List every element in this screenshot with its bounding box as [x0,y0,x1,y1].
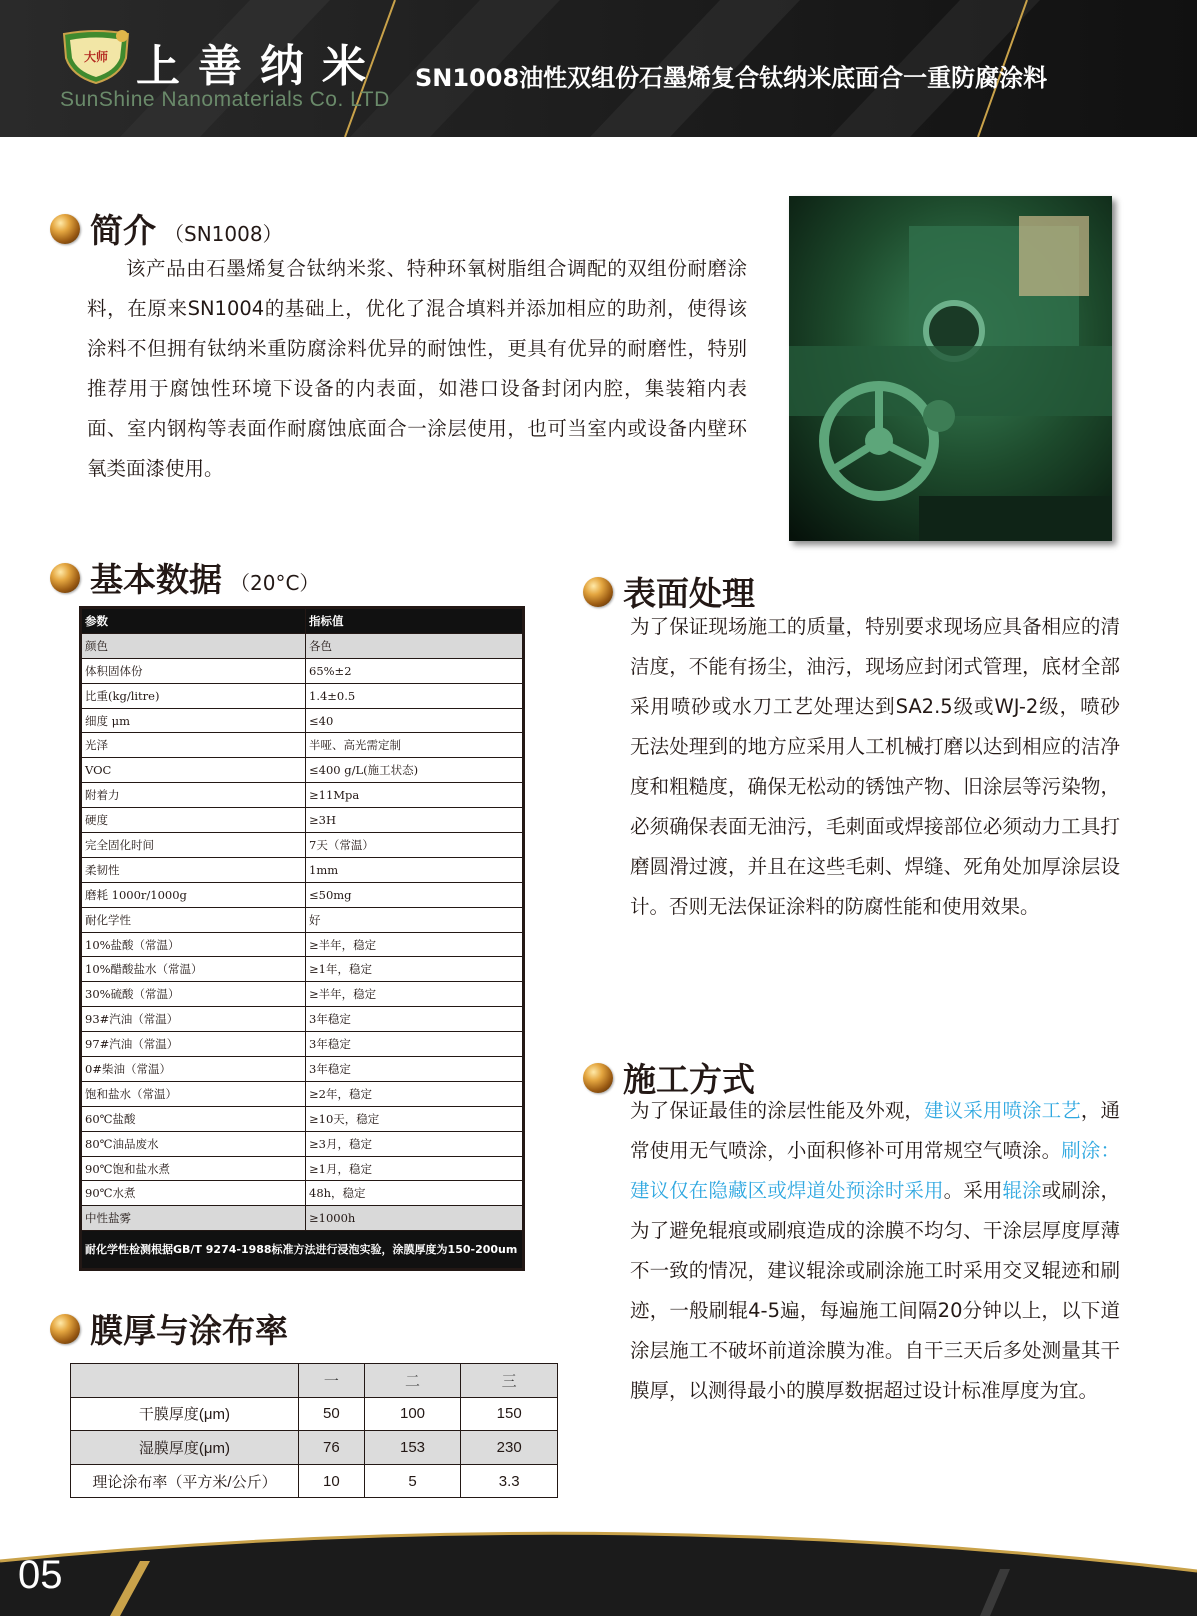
param-cell: 细度 μm [82,708,306,733]
table-row [82,1057,523,1082]
intro-text: 该产品由石墨烯复合钛纳米浆、特种环氧树脂组合调配的双组份耐磨涂料，在原来SN1004的基础上，优化了混合填料并添加相应的助剂，使得该涂料不但拥有钛纳米重防腐涂料优异的耐蚀性，更具有优异的耐磨性，特别推荐用于腐蚀性环境下设备的内表面，如港口设备封闭内腔，集装箱内表面、室内钢构等表面作耐腐蚀底面合一涂层使用，也可当室内或设备内壁环氧类面漆使用。 [87,257,747,480]
value-cell: 7天（常温） [306,833,523,858]
film-row-label: 理论涂布率（平方米/公斤） [71,1464,299,1498]
film-value-cell: 76 [299,1431,365,1465]
value-cell: ≥3月，稳定 [306,1131,523,1156]
film-header-row [71,1364,558,1398]
film-row-label: 湿膜厚度(μm) [71,1431,299,1465]
page-number: 05 [18,1553,63,1597]
param-cell: 柔韧性 [82,857,306,882]
basic-data-heading [50,554,319,601]
table-row [82,1131,523,1156]
table-row [82,833,523,858]
film-value-cell: 3.3 [461,1464,558,1498]
page-header [0,0,1197,137]
film-row-label: 干膜厚度(μm) [71,1397,299,1431]
table-row [82,758,523,783]
surface-title: 表面处理 [623,574,755,613]
film-value-cell: 50 [299,1397,365,1431]
param-cell: 90℃水煮 [82,1181,306,1206]
table-row [82,982,523,1007]
param-cell: 颜色 [82,633,306,658]
basic-data-title: 基本数据 [90,560,222,599]
param-cell: 耐化学性 [82,907,306,932]
product-title: SN1008油性双组份石墨烯复合钛纳米底面合一重防腐涂料 [415,64,1048,92]
film-col-3: 三 [461,1364,558,1398]
value-cell: ≥11Mpa [306,783,523,808]
param-cell: 硬度 [82,808,306,833]
table-row [82,1032,523,1057]
film-value-cell: 10 [299,1464,365,1498]
construction-title: 施工方式 [623,1060,755,1099]
page-footer [0,1521,1197,1616]
film-value-cell: 153 [364,1431,461,1465]
film-col-1: 一 [299,1364,365,1398]
header-value: 指标值 [306,609,523,634]
surface-text: 为了保证现场施工的质量，特别要求现场应具备相应的清洁度，不能有扬尘，油污，现场应封闭式管理，底材全部采用喷砂或水刀工艺处理达到SA2.5级或WJ-2级，喷砂无法处理到的地方应采用人工机械打磨以达到相应的洁净度和粗糙度，确保无松动的锈蚀产物、旧涂层等污染物，必须确保表面无油污，毛刺面或焊接部位必须动力工具打磨圆滑过渡，并且在这些毛刺、焊缝、死角处加厚涂层设计。否则无法保证涂料的防腐性能和使用效果。 [630,615,1120,918]
table-row [82,957,523,982]
construction-text-2: ，通常使用无气喷涂，小面积修补可用常规空气喷涂。 [630,1099,1120,1162]
construction-text [630,1091,1120,1411]
param-cell: 体积固体份 [82,658,306,683]
table-footnote-row [82,1231,523,1269]
param-cell: 97#汽油（常温） [82,1032,306,1057]
basic-data-table [81,608,523,1269]
param-cell: 30%硫酸（常温） [82,982,306,1007]
param-cell: 0#柴油（常温） [82,1057,306,1082]
table-row [82,683,523,708]
param-cell: 90℃饱和盐水煮 [82,1156,306,1181]
film-thickness-table [70,1363,558,1498]
film-row [71,1397,558,1431]
value-cell: ≤40 [306,708,523,733]
intro-heading [50,205,283,252]
value-cell: ≥1年，稳定 [306,957,523,982]
param-cell: 10%醋酸盐水（常温） [82,957,306,982]
value-cell: 半哑、高光需定制 [306,733,523,758]
param-cell: 磨耗 1000r/1000g [82,882,306,907]
param-cell: 比重(kg/litre) [82,683,306,708]
table-header-row [82,609,523,634]
logo-chinese-name: 上善纳米 [136,41,384,92]
film-row [71,1464,558,1498]
value-cell: ≥半年，稳定 [306,932,523,957]
basic-data-subtitle: （20°C） [230,571,320,595]
value-cell: ≤400 g/L(施工状态) [306,758,523,783]
table-row [82,733,523,758]
value-cell: 好 [306,907,523,932]
table-row [82,808,523,833]
param-cell: 80℃油品废水 [82,1131,306,1156]
construction-text-1: 为了保证最佳的涂层性能及外观， [630,1099,925,1122]
value-cell: ≥半年，稳定 [306,982,523,1007]
gold-ball-icon [583,577,613,607]
table-row [82,633,523,658]
table-row [82,907,523,932]
film-value-cell: 5 [364,1464,461,1498]
table-footnote: 耐化学性检测根据GB/T 9274-1988标准方法进行浸泡实验，涂膜厚度为150-200um [82,1231,523,1269]
value-cell: 48h，稳定 [306,1181,523,1206]
value-cell: ≥1月，稳定 [306,1156,523,1181]
value-cell: 1.4±0.5 [306,683,523,708]
param-cell: 附着力 [82,783,306,808]
gold-ball-icon [50,1314,80,1344]
film-title: 膜厚与涂布率 [90,1311,288,1350]
value-cell: 各色 [306,633,523,658]
table-row [82,1181,523,1206]
value-cell: 3年稳定 [306,1007,523,1032]
param-cell: VOC [82,758,306,783]
value-cell: ≥2年，稳定 [306,1081,523,1106]
film-value-cell: 150 [461,1397,558,1431]
film-value-cell: 230 [461,1431,558,1465]
value-cell: ≥3H [306,808,523,833]
value-cell: ≤50mg [306,882,523,907]
intro-subtitle: （SN1008） [164,222,283,246]
table-row [82,857,523,882]
film-heading [50,1305,288,1352]
svg-text:大师: 大师 [83,50,109,64]
construction-text-4: 或刷涂，为了避免辊痕或刷痕造成的涂膜不均匀、干涂层厚度厚薄不一致的情况，建议辊涂或刷涂施工时采用交叉辊迹和刷迹，一般刷辊4-5遍，每遍施工间隔20分钟以上，以下道涂层施工不破坏前道涂膜为准。自干三天后多处测量其干膜厚，以测得最小的膜厚数据超过设计标准厚度为宜。 [630,1179,1120,1402]
construction-highlight-brush: 刷涂：建议仅在隐藏区或焊道处预涂时采用 [630,1139,1120,1202]
gold-ball-icon [50,214,80,244]
film-value-cell: 100 [364,1397,461,1431]
table-row [82,1007,523,1032]
table-row [82,783,523,808]
value-cell: 1mm [306,857,523,882]
value-cell: 65%±2 [306,658,523,683]
value-cell: ≥10天，稳定 [306,1106,523,1131]
value-cell: 3年稳定 [306,1032,523,1057]
table-row [82,708,523,733]
table-row [82,1156,523,1181]
value-cell: 3年稳定 [306,1057,523,1082]
construction-highlight-roll: 辊涂 [1002,1179,1042,1202]
construction-text-3: 。采用 [943,1179,1003,1202]
table-row [82,1081,523,1106]
logo-english-name: SunShine Nanomaterials Co. LTD [60,88,390,111]
table-row [82,1106,523,1131]
table-row [82,932,523,957]
film-row [71,1431,558,1465]
table-row [82,658,523,683]
param-cell: 中性盐雾 [82,1206,306,1231]
value-cell: ≥1000h [306,1206,523,1231]
param-cell: 93#汽油（常温） [82,1007,306,1032]
gold-ball-icon [583,1063,613,1093]
table-row [82,882,523,907]
shield-logo-icon [60,28,132,84]
param-cell: 10%盐酸（常温） [82,932,306,957]
film-header-empty [71,1364,299,1398]
param-cell: 完全固化时间 [82,833,306,858]
table-row [82,1206,523,1231]
film-col-2: 二 [364,1364,461,1398]
intro-title: 简介 [90,211,156,250]
param-cell: 60℃盐酸 [82,1106,306,1131]
param-cell: 饱和盐水（常温） [82,1081,306,1106]
gold-ball-icon [50,563,80,593]
param-cell: 光泽 [82,733,306,758]
machine-photo [789,196,1112,541]
header-param: 参数 [82,609,306,634]
construction-highlight-spray: 建议采用喷涂工艺 [924,1099,1081,1122]
